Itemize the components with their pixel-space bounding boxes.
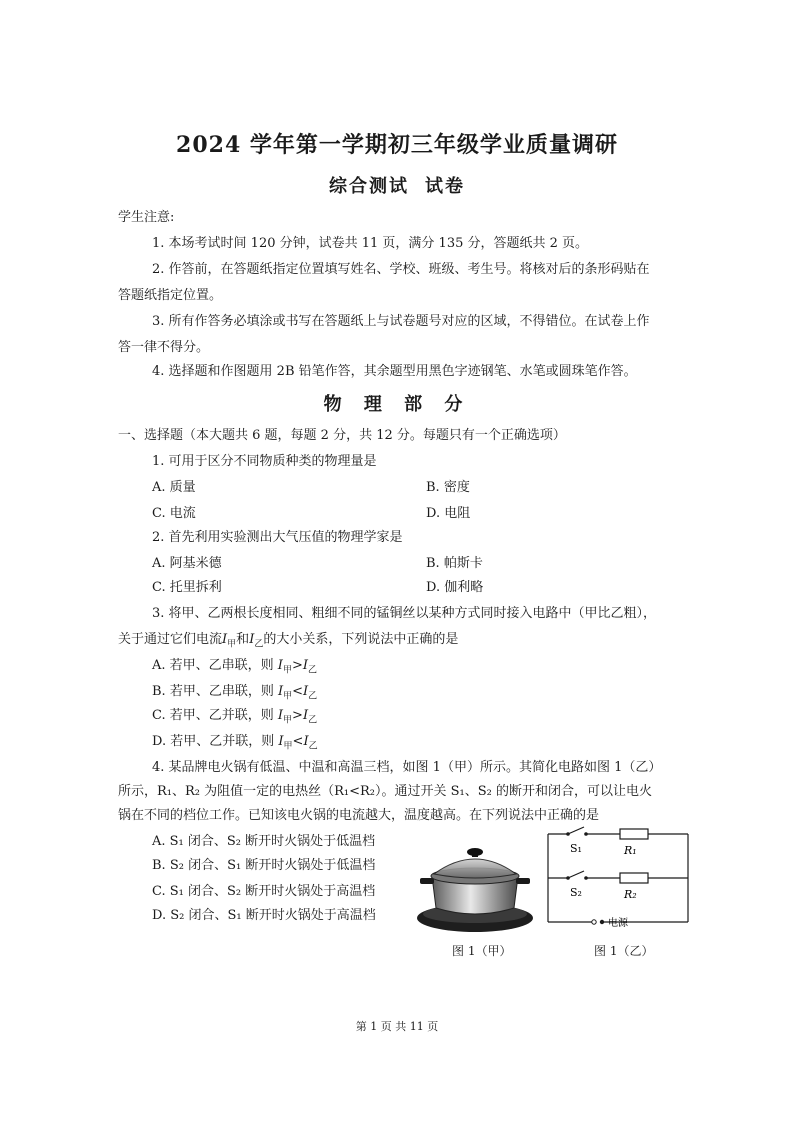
q2-stem: 2. 首先利用实验测出大气压值的物理学家是 (152, 530, 403, 545)
q3-option-c: C. 若甲、乙并联，则 $I_甲>I_乙$ (152, 708, 318, 726)
notice-item-1: 1. 本场考试时间 120 分钟，试卷共 11 页，满分 135 分，答题纸共 2 页。 (152, 236, 589, 251)
q4-option-d: D. S₂ 闭合、S₁ 断开时火锅处于高温档 (152, 908, 376, 923)
notice-item-2b: 答题纸指定位置。 (118, 288, 223, 303)
notice-item-4: 4. 选择题和作图题用 2B 铅笔作答，其余题型用黑色字迹钢笔、水笔或圆珠笔作答。 (152, 364, 637, 379)
subtitle-part-a: 综合测试 (329, 176, 409, 197)
fig-yi-caption: 图 1（乙） (594, 944, 654, 958)
notice-item-2a: 2. 作答前，在答题纸指定位置填写姓名、学校、班级、考生号。将核对后的条形码贴在 (152, 262, 650, 277)
label-s1: S₁ (570, 842, 582, 855)
q1-option-b: B. 密度 (426, 480, 470, 495)
label-power: 电源 (608, 918, 628, 929)
q4-option-c: C. S₁ 闭合、S₂ 断开时火锅处于高温档 (152, 884, 376, 899)
label-r1: R₁ (624, 844, 637, 857)
q1-option-d: D. 电阻 (426, 506, 471, 521)
q3-option-d: D. 若甲、乙并联，则 $I_甲<I_乙$ (152, 734, 318, 752)
section-title: 物 理 部 分 (323, 394, 471, 415)
q1-option-c: C. 电流 (152, 506, 196, 521)
q3-stem-line2: 关于通过它们电流$I_甲$和$I_乙$的大小关系，下列说法中正确的是 (118, 632, 459, 650)
q4-stem-line2: 所示，R₁、R₂ 为阻值一定的电热丝（R₁<R₂）。通过开关 S₁、S₂ 的断开和闭合，可以让电火 (118, 784, 653, 799)
label-s2: S₂ (570, 886, 582, 899)
exam-title: 2024 学年第一学期初三年级学业质量调研 (176, 132, 618, 158)
q2-option-a: A. 阿基米德 (152, 556, 222, 571)
hotpot-figure (410, 832, 540, 936)
q1-stem: 1. 可用于区分不同物质种类的物理量是 (152, 454, 377, 469)
q1-option-a: A. 质量 (152, 480, 196, 495)
subtitle-part-b: 试卷 (425, 176, 465, 197)
page-footer: 第 1 页 共 11 页 (355, 1020, 439, 1033)
q4-option-b: B. S₂ 闭合、S₁ 断开时火锅处于低温档 (152, 858, 376, 873)
q2-option-b: B. 帕斯卡 (426, 556, 483, 571)
q3-stem-line1: 3. 将甲、乙两根长度相同、粗细不同的锰铜丝以某种方式同时接入电路中（甲比乙粗）， (152, 606, 657, 621)
exam-subtitle (0, 172, 794, 198)
notice-item-3b: 答一律不得分。 (118, 340, 210, 355)
label-r2: R₂ (624, 888, 637, 901)
q4-stem-line3: 锅在不同的档位工作。已知该电火锅的电流越大，温度越高。在下列说法中正确的是 (118, 808, 600, 823)
circuit-diagram (540, 826, 700, 938)
notice-item-3a: 3. 所有作答务必填涂或书写在答题纸上与试卷题号对应的区域，不得错位。在试卷上作 (152, 314, 650, 329)
q2-option-d: D. 伽利略 (426, 580, 484, 595)
fig-jia-caption: 图 1（甲） (452, 944, 512, 958)
part1-heading: 一、选择题（本大题共 6 题，每题 2 分，共 12 分。每题只有一个正确选项） (118, 428, 566, 443)
q3-option-b: B. 若甲、乙串联，则 $I_甲<I_乙$ (152, 684, 318, 702)
q4-stem-line1: 4. 某品牌电火锅有低温、中温和高温三档，如图 1（甲）所示。其简化电路如图 1（乙） (152, 760, 662, 775)
q4-option-a: A. S₁ 闭合、S₂ 断开时火锅处于低温档 (152, 834, 376, 849)
q3-option-a: A. 若甲、乙串联，则 $I_甲>I_乙$ (152, 658, 318, 676)
q2-option-c: C. 托里拆利 (152, 580, 222, 595)
notice-label: 学生注意: (118, 210, 175, 225)
